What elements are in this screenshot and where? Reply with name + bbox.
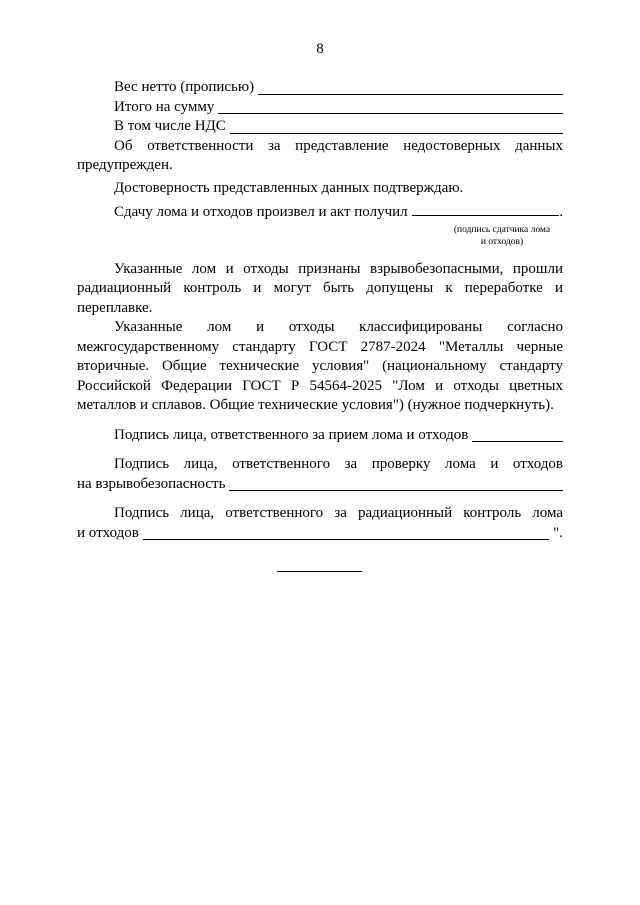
handover-text: Сдачу лома и отходов произвел и акт получил xyxy=(114,204,408,220)
confirm-text: Достоверность представленных данных подтверждаю. xyxy=(114,179,464,196)
sign-explosion-line xyxy=(77,475,563,495)
responsibility-text: Об ответственности за представление недостоверных данных предупрежден. xyxy=(77,137,563,173)
handover-end: . xyxy=(559,204,563,220)
classification-paragraph: Указанные лом и отходы классифицированы согласно межгосударственному стандарту ГОСТ 2787-2024 "Металлы черные вторичные. Общие технические условия" (национальному стандарту Российской Федерации ГОСТ Р 54564-2025 "Лом и отходы цветных металлов и сплавов. Общие технические условия") (нужное подчеркнуть). xyxy=(77,319,563,413)
safety-paragraph: Указанные лом и отходы признаны взрывобезопасными, прошли радиационный контроль и могут быть допущены к переработке и переплавке. xyxy=(77,260,563,316)
field-label: Итого на сумму xyxy=(114,98,215,115)
caption-line: (подпись сдатчика лома xyxy=(453,224,551,235)
sign-radiation-cont: и отходов xyxy=(77,524,139,541)
field-net-weight xyxy=(114,78,563,98)
document-body xyxy=(77,78,563,543)
field-vat xyxy=(114,117,563,137)
fill-line xyxy=(229,476,563,491)
sign-receipt-line xyxy=(114,426,563,446)
fill-line xyxy=(230,119,563,134)
sign-radiation-line xyxy=(77,524,563,544)
end-divider xyxy=(277,571,362,572)
sign-radiation-text: Подпись лица, ответственного за радиационный контроль лома xyxy=(114,505,563,521)
sign-receipt-text: Подпись лица, ответственного за прием лома и отходов xyxy=(114,426,469,443)
sign-explosion-text: Подпись лица, ответственного за проверку лома и отходов xyxy=(114,456,563,472)
fill-line xyxy=(472,427,563,442)
caption-line: и отходов) xyxy=(480,236,524,247)
field-label: Вес нетто (прописью) xyxy=(114,79,255,95)
fill-line xyxy=(143,525,549,540)
signature-blank xyxy=(412,201,560,216)
handover-line xyxy=(114,201,563,223)
signature-caption xyxy=(432,224,572,248)
sign-explosion-cont: на взрывобезопасность xyxy=(77,475,226,492)
fill-line xyxy=(258,80,563,95)
field-total-sum xyxy=(114,98,563,118)
closing-quote: ". xyxy=(553,524,563,541)
field-label: В том числе НДС xyxy=(114,118,226,134)
fill-line xyxy=(218,99,563,114)
page-number: 8 xyxy=(316,41,324,57)
